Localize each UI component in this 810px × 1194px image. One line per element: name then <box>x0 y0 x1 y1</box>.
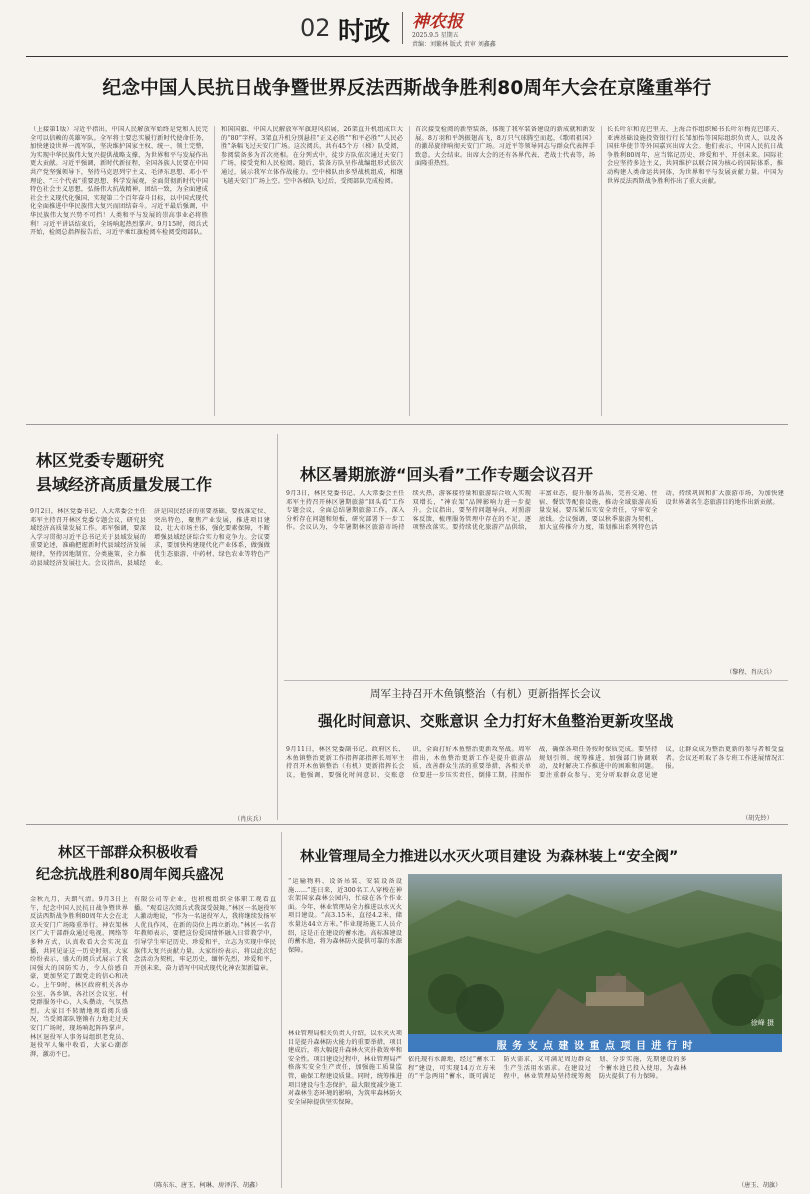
lead-headline: 纪念中国人民抗日战争暨世界反法西斯战争胜利80周年大会在京隆重举行 <box>102 78 712 99</box>
lead-col-divider-2 <box>409 126 410 416</box>
story4-headline: 强化时间意识、交账意识 全力打好木鱼整治更新攻坚战 <box>318 713 674 730</box>
forest-photo <box>408 874 782 1034</box>
section-name: 时政 <box>338 17 391 47</box>
story5-body: 金秋九月，天朗气清。9月3日上午，纪念中国人民抗日战争暨世界反法西斯战争胜利80周年大会在北京天安门广场隆重举行。神农架林区广大干部群众通过电视、网络等多种方式，认真收看大会实况直播，共同见证这一历史时刻。大家纷纷表示，盛大的阅兵式展示了我国强大的国防实力，令人倍感自豪，更加坚定了跟党走的信心和决心。上午9时，林区政府机关各办公室、各乡镇、各社区会议室、村党群服务中心，人头攒动，气氛热烈。大家目不转睛地观看阅兵盛况，当受阅部队铿锵有力地走过天安门广场时，现场响起阵阵掌声。林区退役军人事务局组织老党员、退役军人集中收看，大家心潮澎湃，激动不已。 <box>30 896 128 1058</box>
project-banner <box>408 1034 782 1052</box>
lead-col-1: （上接第1版）习近平指出，中国人民解放军始终是党和人民完全可以信赖的英雄军队。全军将士要忠实履行新时代使命任务，加快建设世界一流军队，坚决维护国家主权、统一、领土完整，为实现中华民族伟大复兴提供战略支撑，为世界和平与发展作出更大贡献。习近平强调，新时代新征程，全国各族人民要在中国共产党坚强领导下，坚持马克思列宁主义、毛泽东思想、邓小平理论、“三个代表”重要思想、科学发展观，全面贯彻新时代中国特色社会主义思想，弘扬伟大抗战精神，团结一致，为全面建成社会主义现代化强国、实现第二个百年奋斗目标，以中国式现代化全面推进中华民族伟大复兴而团结奋斗。习近平最后强调，中华民族伟大复兴势不可挡！人类和平与发展的崇高事业必将胜利！习近平讲话结束后，全场响起热烈掌声。9月15时，阅兵式开始，检阅总指挥报告后，习近平乘红旗检阅车检阅受阅部队。 <box>30 126 208 237</box>
story5-signature: （陈东东、唐玉、柯琳、房泽洋、胡鑫） <box>150 1182 262 1189</box>
lead-col-divider-3 <box>601 126 602 416</box>
issue-date: 2025.9.5 星期五 <box>412 32 459 39</box>
story4-kicker: 周军主持召开木鱼镇整治（有机）更新指挥长会议 <box>370 688 601 700</box>
story3-body: 9月3日，林区党委书记、人大常委会主任邓军主持召开林区暑期旅游“回头看”工作专题会议，全面总结暑期旅游工作，深入分析存在问题和短板，研究部署下一步工作。会议认为，今年暑期林区旅游市场持续火热，游客接待量和旅游综合收入实现双增长，“神农架”品牌影响力进一步提升。会议指出，要坚持问题导向，对照游客反馈，梳理服务管理中存在的不足，逐项整改落实。要持续优化旅游产品供给，丰富业态，提升服务品质，完善交通、住宿、餐饮等配套设施，推动全域旅游高质量发展。要压紧压实安全责任，守牢安全底线。会议强调，要以秋季旅游为契机，加大宣传推介力度，策划推出系列特色活动，持续巩固和扩大旅游市场，为加快建设世界著名生态旅游目的地作出新贡献。 <box>286 490 784 532</box>
masthead <box>0 0 810 58</box>
paper-logo: 神农报 <box>412 12 463 32</box>
story2-signature: （肖庆兵） <box>234 816 265 823</box>
banner-text: 服 务 支 点 建 设 重 点 项 目 进 行 时 <box>496 1041 694 1052</box>
story2-divider <box>277 434 278 820</box>
story4-body: 9月11日，林区党委副书记、政府区长、木鱼镇整治更新工作指挥部指挥长周军主持召开木鱼镇整治（有机）更新指挥长会议，他强调，要强化时间意识、交账意识，全面打好木鱼整治更新攻坚战。周军指出，木鱼整治更新工作是提升旅游品质、改善群众生活的重要举措，各相关单位要进一步压实责任，倒排工期，挂图作战，确保各项任务按时保质完成。要坚持规划引领，统筹推进，加强部门协调联动，及时解决工作推进中的困难和问题。要注重群众参与，充分听取群众意见建议，让群众成为整治更新的参与者和受益者。会议还听取了各专班工作进展情况汇报。 <box>286 746 784 779</box>
story2-headline-line2: 县域经济高质量发展工作 <box>36 475 213 494</box>
story2-headline-line1: 林区党委专题研究 <box>36 451 165 470</box>
story3-rule <box>284 680 788 681</box>
page-number: 02 <box>300 14 331 42</box>
masthead-rule <box>26 56 788 57</box>
story5-headline-line1: 林区干部群众积极收看 <box>58 845 198 861</box>
section-rule-2 <box>26 824 788 825</box>
masthead-divider <box>402 12 403 44</box>
story3-signature: （黎程、肖庆兵） <box>726 669 776 676</box>
story5-headline-line2: 纪念抗战胜利80周年阅兵盛况 <box>36 867 224 883</box>
lead-col-divider-1 <box>214 126 215 416</box>
story4-signature: （胡先铃） <box>742 815 773 822</box>
story6-body-below: 依托现有水源地，经过“蓄水工程”建设，可实现14万立方米的“平急两用”蓄水，既可满足防火需求，又可满足周边群众生产生活用水需求。在建设过程中，林业管理局坚持统筹规划、分步实施，先期建设的多个蓄水池已投入使用，为森林防火提供了有力保障。 <box>408 1056 687 1081</box>
story3-headline: 林区暑期旅游“回头看”工作专题会议召开 <box>300 465 594 484</box>
lead-col-3: 首次接受检阅的新型装备，体现了我军装备建设的新成就和新发展。8万羽和平鸽振翅高飞，8万只气球腾空而起，《歌唱祖国》的激昂旋律响彻天安门广场。习近平等领导同志与群众代表挥手致意。大会结束。出席大会的还有各界代表、老战士代表等，场面隆重热烈。 <box>415 126 595 168</box>
story5-divider <box>281 832 282 1188</box>
story6-signature: （唐玉、胡旗） <box>738 1182 782 1189</box>
story6-col-2: 林业管理局相关负责人介绍，以水灭火项目是提升森林防火能力的重要举措，项目建成后，将大幅提升森林火灾扑救效率和安全性。项目建设过程中，林业管理局严格落实安全生产责任，加强施工质量监管，确保工程建设质量。同时，统筹推进项目建设与生态保护，最大限度减少施工对森林生态环境的影响，为筑牢森林防火安全屏障提供坚实保障。 <box>288 1030 402 1106</box>
story5-col-2: 有限公司等企业，也积极组织全体职工观看直播。“观看这次阅兵式我深受鼓舞。”林区一名退役军人激动地说，“作为一名退役军人，我将继续发扬军人优良作风，在新的岗位上再立新功。”林区一名青年教师表示，要把这份爱国情怀融入日常教学中，引导学生牢记历史、珍爱和平，立志为实现中华民族伟大复兴贡献力量。大家纷纷表示，将以此次纪念活动为契机，牢记历史，缅怀先烈，珍爱和平，开创未来，奋力谱写中国式现代化神农架新篇章。 <box>134 896 276 972</box>
story2-body: 9月2日，林区党委书记、人大常委会主任邓军主持召开林区党委专题会议，研究县域经济高质量发展工作。邓军强调，要深入学习贯彻习近平总书记关于县域发展的重要论述，准确把握新时代县域经济发展规律，坚持因地制宜、分类施策，全力推动县域经济发展壮大。会议指出，县域经济是国民经济的重要基础，要找准定位、突出特色，聚焦产业发展，推进项目建设，壮大市场主体，强化要素保障，不断增强县域经济综合实力和竞争力。会议要求，要加快构建现代化产业体系，做强做优生态旅游、中药材、绿色农业等特色产业。 <box>30 508 270 567</box>
story6-headline: 林业管理局全力推进以水灭火项目建设 为森林装上“安全阀” <box>300 849 679 865</box>
section-rule-1 <box>26 424 788 425</box>
lead-col-2: 和国国旗、中国人民解放军军旗迎风招展，26架直升机组成巨大的“80”字样，3架直升机分别悬挂“正义必胜”“和平必胜”“人民必胜”条幅飞过天安门广场。这次阅兵，共有45个方（梯）队受阅，参阅装备多为首次亮相。在分列式中，徒步方队依次通过天安门广场，接受党和人民检阅。随后，装备方队呈作战编组形式依次通过，展示我军立体作战能力。空中梯队由多型战机组成，相继飞越天安门广场上空。空中各梯队飞过后，受阅部队完成检阅。 <box>221 126 403 185</box>
editors-line: 责编：刘繁林 版式 责审 刘鑫鑫 <box>412 41 496 48</box>
lead-col-4: 长长叶尔和克巴里夫、上海合作组织秘书长叶尔梅克巴耶夫、亚洲基础设施投资银行行长邹加怡等国际组织负责人，以及各国驻华使节等外国嘉宾出席大会。他们表示，中国人民抗日战争胜利80周年，应当铭记历史、珍爱和平、开创未来。国际社会应坚持多边主义，共同维护以联合国为核心的国际体系，推动构建人类命运共同体，为世界和平与发展贡献力量。中国为世界反法西斯战争胜利作出了重大贡献。 <box>607 126 783 185</box>
story6-col-1: “运输物料、设备吊装、安装设备设施……”连日来，近300名工人穿梭在神农架国家森林公园内，忙碌在各个作业面。今年，林业管理局全力推进以水灭火项目建设。“高3.15米，直径4.2米，储水量达44立方米。”作业现场施工人员介绍，这是正在建设的蓄水池。高标准建设的蓄水池，将为森林防火提供可靠的水源保障。 <box>288 878 402 954</box>
photo-credit: 徐峰 摄 <box>750 1019 774 1027</box>
